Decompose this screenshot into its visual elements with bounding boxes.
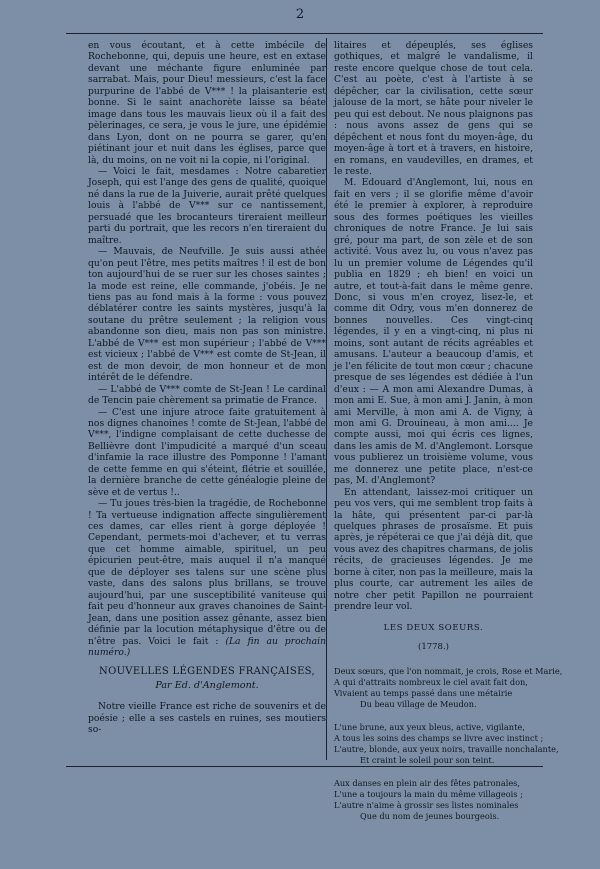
left-paragraph-3: — Mauvais, de Neufville. Je suis aussi athée qu'on peut l'être, mes petits maîtres ! il est de bon ton aujourd'hui de se ruer sur les choses saintes ; la mode est reine, elle commande, j'obéis. Je ne tiens pas au fond mais à la forme : vous pouvez déblatérer contre les saints mystères, jusqu'à la soutane du prêtre seulement ; la religion vous abandonne son dieu, mais non pas son ministre. L'abbé de V*** est mon supérieur ; l'abbé de V*** est vicieux ; l'abbé de V*** est comte de St-Jean, il est de mon devoir, de mon honneur et de mon intérêt de le défendre. [88,246,326,384]
section-title: NOUVELLES LÉGENDES FRANÇAISES, [99,666,315,678]
left-paragraph-1: en vous écoutant, et à cette imbécile de Rochebonne, qui, depuis une heure, est en extase devant une méchante figure enluminée par sarrabat. Mais, pour Dieu! messieurs, c'est la face purpurine de l'abbé de V*** ! la plaisanterie est bonne. Si le saint anachorète laisse sa béate image dans tous les mauvais lieux où il a fait des pèlerinages, ce sera, je vous le jure, une épidémie dans Lyon, dont on ne pourra se garer, qu'en piétinant jour et nuit dans les églises, parce que là, du moins, on ne voit ni la copie, ni l'original. [88,40,326,166]
poem-line: L'une brune, aux yeux bleus, active, vigilante, [334,721,525,732]
section-byline: Par Ed. d'Anglemont. [155,679,259,691]
poem [334,665,563,822]
left-paragraph-6-text: — Tu joues très-bien la tragédie, de Rochebonne ! Ta vertueuse indignation affecte singulièrement ces dames, car elles rient à gorge déployée ! Cependant, permets-moi d'achever, et tu verras que cet homme aimable, spirituel, un peu épicurien peut-être, mais auquel il n'a manqué que de déployer ses talens sur une scène plus vaste, dans des salons plus brillans, se trouve aujourd'hui, par une susceptibilité vaniteuse qui fait peu d'honneur aux graves chanoines de Saint-Jean, dans une position assez gênante, assez bien définie par la locution métaphysique d'être ou de n'être pas. Voici le fait : [88,498,326,647]
poem-line: A qui d'attraits nombreux le ciel avait fait don, [334,676,528,687]
poem-line: Vivaient au temps passé dans une métairie [334,687,513,698]
poem-line: Que du nom de jeunes bourgeois. [360,810,500,821]
page-number: 2 [295,7,305,22]
poem-line: Deux sœurs, que l'on nommait, je crois, Rose et Marie, [334,665,563,676]
poem-stanza-2 [334,721,559,766]
poem-line: Et craint le soleil pour son teint. [360,754,495,765]
poem-line: A tous les soins des champs se livre avec instinct ; [334,732,544,743]
right-paragraph-1: litaires et dépeuplés, ses églises gothiques, et malgré le vandalisme, il reste encore quelque chose de tout cela. C'est au poète, c'est à l'artiste à se dépêcher, car la civilisation, cette sœur jalouse de la mort, se hâte pour niveler le peu qui est debout. Ne nous plaignons pas : nous avons assez de gens qui se dépêchent et nous font du moyen-âge, du moyen-âge à tort et à travers, en histoire, en romans, en vaudevilles, en drames, et le reste. [334,40,533,177]
left-paragraph-5: — C'est une injure atroce faite gratuitement à nos dignes chanoines ! comte de St-Jean, l'abbé de V***, l'indigne complaisant de cette duchesse de Bellièvre dont l'impudicité a marqué d'un sceau d'infamie la race illustre des Pomponne ! l'amant de cette femme en qui s'éteint, flétrie et souillée, la dernière branche de cette généalogie pleine de sève et de vertus !.. [88,406,326,498]
right-column [334,40,563,834]
right-paragraph-3: En attendant, laissez-moi critiquer un peu vos vers, qui me semblent trop faits à la hâte, qui présentent par-ci par-là quelques phrases de prosaïsme. Et puis après, je répéterai ce que j'ai déjà dit, que vous avez des chapitres charmans, de jolis récits, de gracieuses légendes. Je me borne à citer, non pas la meilleure, mais la plus courte, car autrement les ailes de notre cher petit Papillon ne pourraient prendre leur vol. [334,486,533,613]
poem-title: LES DEUX SOEURS. [383,622,484,633]
continuation-note: (La fin au prochain numéro.) [88,635,326,659]
left-paragraph-2: — Voici le fait, mesdames : Notre cabaretier Joseph, qui est l'ange des gens de qualité, quoique né dans la rue de la Juiverie, aurait prêté quelques louis à l'abbé de V*** sur ce nantissement, persuadé que les brocanteurs tireraient meilleur parti du portrait, que les recors n'en tireraient du maître. [88,165,326,246]
column-rule [326,38,327,760]
poem-stanza-1 [334,665,563,710]
left-column [88,40,326,736]
poem-date: (1778.) [418,642,449,653]
right-paragraph-2: M. Edouard d'Anglemont, lui, nous en fait en vers ; il se glorifie même d'avoir été le premier à explorer, à reproduire sous des formes poétiques les vieilles chroniques de notre France. Je lui sais gré, pour ma part, de son zèle et de son activité. Vous avez lu, ou vous n'avez pas lu un premier volume de Légendes qu'il publia en 1829 ; eh bien! en voici un autre, et tout-à-fait dans le même genre. Donc, si vous m'en croyez, lisez-le, et comme dit Odry, vous m'en donnerez de bonnes nouvelles. Ces vingt-cinq légendes, il y en a vingt-cinq, ni plus ni moins, sont autant de récits agréables et amusans. L'auteur a beaucoup d'amis, et je l'en félicite de tout mon cœur ; chacune presque de ses légendes est dédiée à l'un d'eux : — A mon ami Alexandre Dumas, à mon ami E. Sue, à mon ami J. Janin, à mon ami Merville, à mon ami A. de Vigny, à mon ami G. Drouineau, à mon ami.... Je compte aussi, moi qui écris ces lignes, dans les amis de M. d'Anglemont. Lorsque vous publierez un troisième volume, vous me donnerez une petite place, n'est-ce pas, M. d'Anglemont? [334,177,533,487]
poem-stanza-3 [334,778,533,822]
poem-line: L'autre n'aime à grossir ses listes nominales [334,799,519,810]
left-paragraph-7: Notre vieille France est riche de souvenirs et de poésie ; elle a ses castels en ruines, ses moutiers so- [88,701,326,736]
poem-line: L'autre, blonde, aux yeux noirs, travaille nonchalante, [334,743,559,754]
poem-line: Aux danses en plein air des fêtes patronales, [334,777,520,788]
left-paragraph-4: — L'abbé de V*** comte de St-Jean ! Le cardinal de Tencin paie chèrement sa primatie de France. [88,383,326,407]
poem-line: L'une a toujours la main du même villageois ; [334,788,523,799]
poem-line: Du beau village de Meudon. [360,698,477,709]
left-paragraph-6 [88,498,326,658]
